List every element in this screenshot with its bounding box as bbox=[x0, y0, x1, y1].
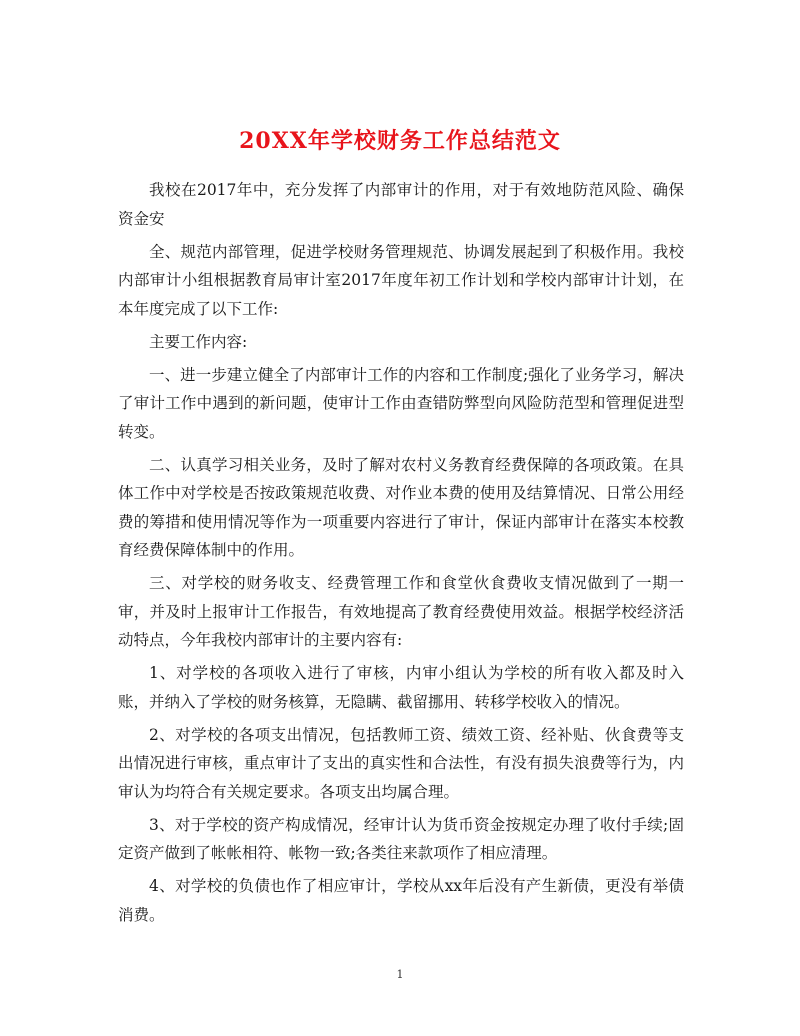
paragraph-1: 我校在2017年中，充分发挥了内部审计的作用，对于有效地防范风险、确保资金安 bbox=[118, 181, 684, 228]
page-number: 1 bbox=[396, 968, 404, 981]
paragraph-8: 2、对学校的各项支出情况，包括教师工资、绩效工资、经补贴、伙食费等支出情况进行审核，重点审计了支出的真实性和合法性，有没有损失浪费等行为，内审认为均符合有关规定要求。各项支出均属合理。 bbox=[118, 725, 684, 801]
paragraph-10: 4、对学校的负债也作了相应审计，学校从xx年后没有产生新债，更没有举债消费。 bbox=[118, 877, 684, 924]
paragraph-4: 一、进一步建立健全了内部审计工作的内容和工作制度;强化了业务学习，解决了审计工作中遇到的新问题，使审计工作由查错防弊型向风险防范型和管理促进型转变。 bbox=[118, 365, 684, 441]
paragraph-5: 二、认真学习相关业务，及时了解对农村义务教育经费保障的各项政策。在具体工作中对学校是否按政策规范收费、对作业本费的使用及结算情况、日常公用经费的筹措和使用情况等作为一项重要内容进行了审计，保证内部审计在落实本校教育经费保障体制中的作用。 bbox=[118, 455, 684, 559]
paragraph-3: 主要工作内容: bbox=[149, 332, 248, 351]
document-title: 20XX年学校财务工作总结范文 bbox=[239, 127, 561, 154]
paragraph-6: 三、对学校的财务收支、经费管理工作和食堂伙食费收支情况做到了一期一审，并及时上报审计工作报告，有效地提高了教育经费使用效益。根据学校经济活动特点，今年我校内部审计的主要内容有: bbox=[118, 574, 684, 649]
document-body bbox=[118, 176, 684, 934]
paragraph-7: 1、对学校的各项收入进行了审核，内审小组认为学校的所有收入都及时入账，并纳入了学校的财务核算，无隐瞒、截留挪用、转移学校收入的情况。 bbox=[118, 664, 684, 711]
paragraph-9: 3、对于学校的资产构成情况，经审计认为货币资金按规定办理了收付手续;固定资产做到了帐帐相符、帐物一致;各类往来款项作了相应清理。 bbox=[118, 815, 684, 862]
paragraph-2: 全、规范内部管理，促进学校财务管理规范、协调发展起到了积极作用。我校内部审计小组根据教育局审计室2017年度年初工作计划和学校内部审计计划，在本年度完成了以下工作: bbox=[118, 242, 684, 318]
